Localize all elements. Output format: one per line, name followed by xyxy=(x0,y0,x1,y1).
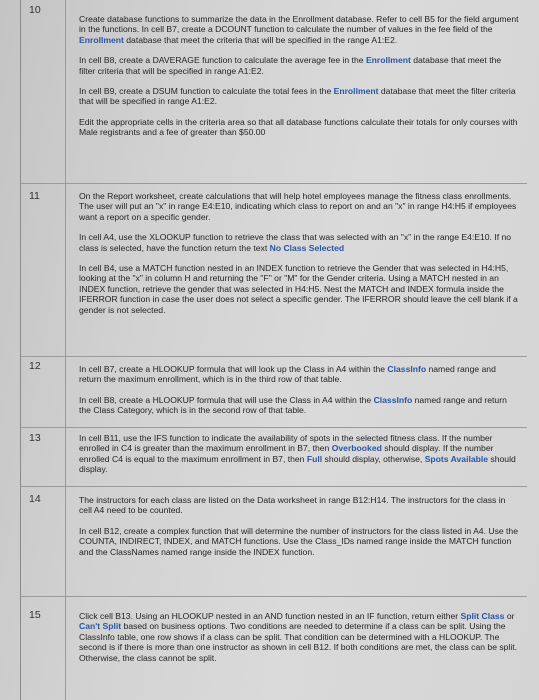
paragraph: In cell B11, use the IFS function to indicate the availability of spots in the selected fitness class. If the number enrolled in C4 is greater than the maximum enrollment in B7, then Overbooked should display. If the number enrolled C4 is equal to the maximum enrollment in B7, then Full should display, otherwise, Spots Available should display. xyxy=(79,433,516,475)
step-number: 10 xyxy=(29,4,41,16)
paragraph: In cell B8, create a DAVERAGE function to calculate the average fee in the Enrollment database that meet the filter criteria that will be specified in range A1:E2. xyxy=(79,55,502,76)
row-divider xyxy=(21,183,527,184)
step-number: 13 xyxy=(29,432,41,444)
paragraph: Create database functions to summarize the data in the Enrollment database. Refer to cell B5 for the field argument in the functions. In cell B7, create a DCOUNT function to calculate the number of values in the fee field of the Enrollment database that meet the criteria that will be specified in the range A1:E2. xyxy=(79,14,519,45)
paragraph: In cell B9, create a DSUM function to calculate the total fees in the Enrollment database that meet the filter criteria that will be specified in range A1:E2. xyxy=(79,86,516,107)
step-text xyxy=(79,191,519,325)
row-divider xyxy=(21,427,527,428)
step-number: 12 xyxy=(29,360,41,372)
column-divider xyxy=(65,0,66,700)
paragraph: In cell B7, create a HLOOKUP formula that will look up the Class in A4 within the ClassInfo named range and return the maximum enrollment, which is in the third row of that table. xyxy=(79,364,496,385)
step-number: 14 xyxy=(29,493,41,505)
instructions-table xyxy=(20,0,527,700)
step-text xyxy=(79,495,519,567)
paragraph: In cell B8, create a HLOOKUP formula that will use the Class in A4 within the ClassInfo named range and return the Class Category, which is in the second row of that table. xyxy=(79,394,507,416)
paragraph: In cell B12, create a complex function that will determine the number of instructors for the class listed in A4. Use the COUNTA, INDIRECT, INDEX, and MATCH functions. Use the Class_IDs named range inside the MATCH function and the ClassNames named range inside the INDEX function. xyxy=(79,525,518,557)
step-text xyxy=(79,433,519,485)
paragraph: In cell B4, use a MATCH function nested in an INDEX function to retrieve the Gender that was selected in H4:H5, looking at the "x" in column H and returning the "F" or "M" for the Gender criteria. Using a MATCH nested in an INDEX function, retrieve the gender that was selected in H4:H5. Nest the MATCH and INDEX formula inside the IFERROR function in case the user does not select a specific gender. The IFERROR should leave the cell blank if a gender is not selected. xyxy=(79,263,518,315)
paragraph: Click cell B13. Using an HLOOKUP nested in an AND function nested in an IF function, return either Split Class or Can't Split based on business options. Two conditions are needed to determine if a class can be split. Using the ClassInfo table, one row shows if a class can be split. That condition can be determined with a HLOOKUP. The second is if there is more than one instructor as shown in cell B12. If both conditions are met, the class can be split. Otherwise, the class cannot be split. xyxy=(79,611,518,663)
step-text xyxy=(79,364,519,426)
step-text xyxy=(79,611,519,673)
step-number: 15 xyxy=(29,609,41,621)
row-divider xyxy=(21,596,527,597)
row-divider xyxy=(21,356,527,357)
step-text xyxy=(79,14,519,148)
paragraph: Edit the appropriate cells in the criteria area so that all database functions calculate their totals for only courses with Male registrants and a fee of greater than $50.00 xyxy=(79,116,518,138)
paragraph: In cell A4, use the XLOOKUP function to retrieve the class that was selected with an "x" in the range E4:E10. If no class is selected, have the function return the text No Class Selected xyxy=(79,232,512,253)
paragraph: On the Report worksheet, create calculations that will help hotel employees manage the fitness class enrollments. The user will put an "x" in range E4:E10, indicating which class to report on and an "x" in range H4:H5 if employees want a report on a specific gender. xyxy=(79,191,517,222)
paragraph: The instructors for each class are listed on the Data worksheet in range B12:H14. The instructors for the class in cell A4 need to be counted. xyxy=(79,495,506,516)
step-number: 11 xyxy=(29,190,40,202)
row-divider xyxy=(21,486,527,487)
